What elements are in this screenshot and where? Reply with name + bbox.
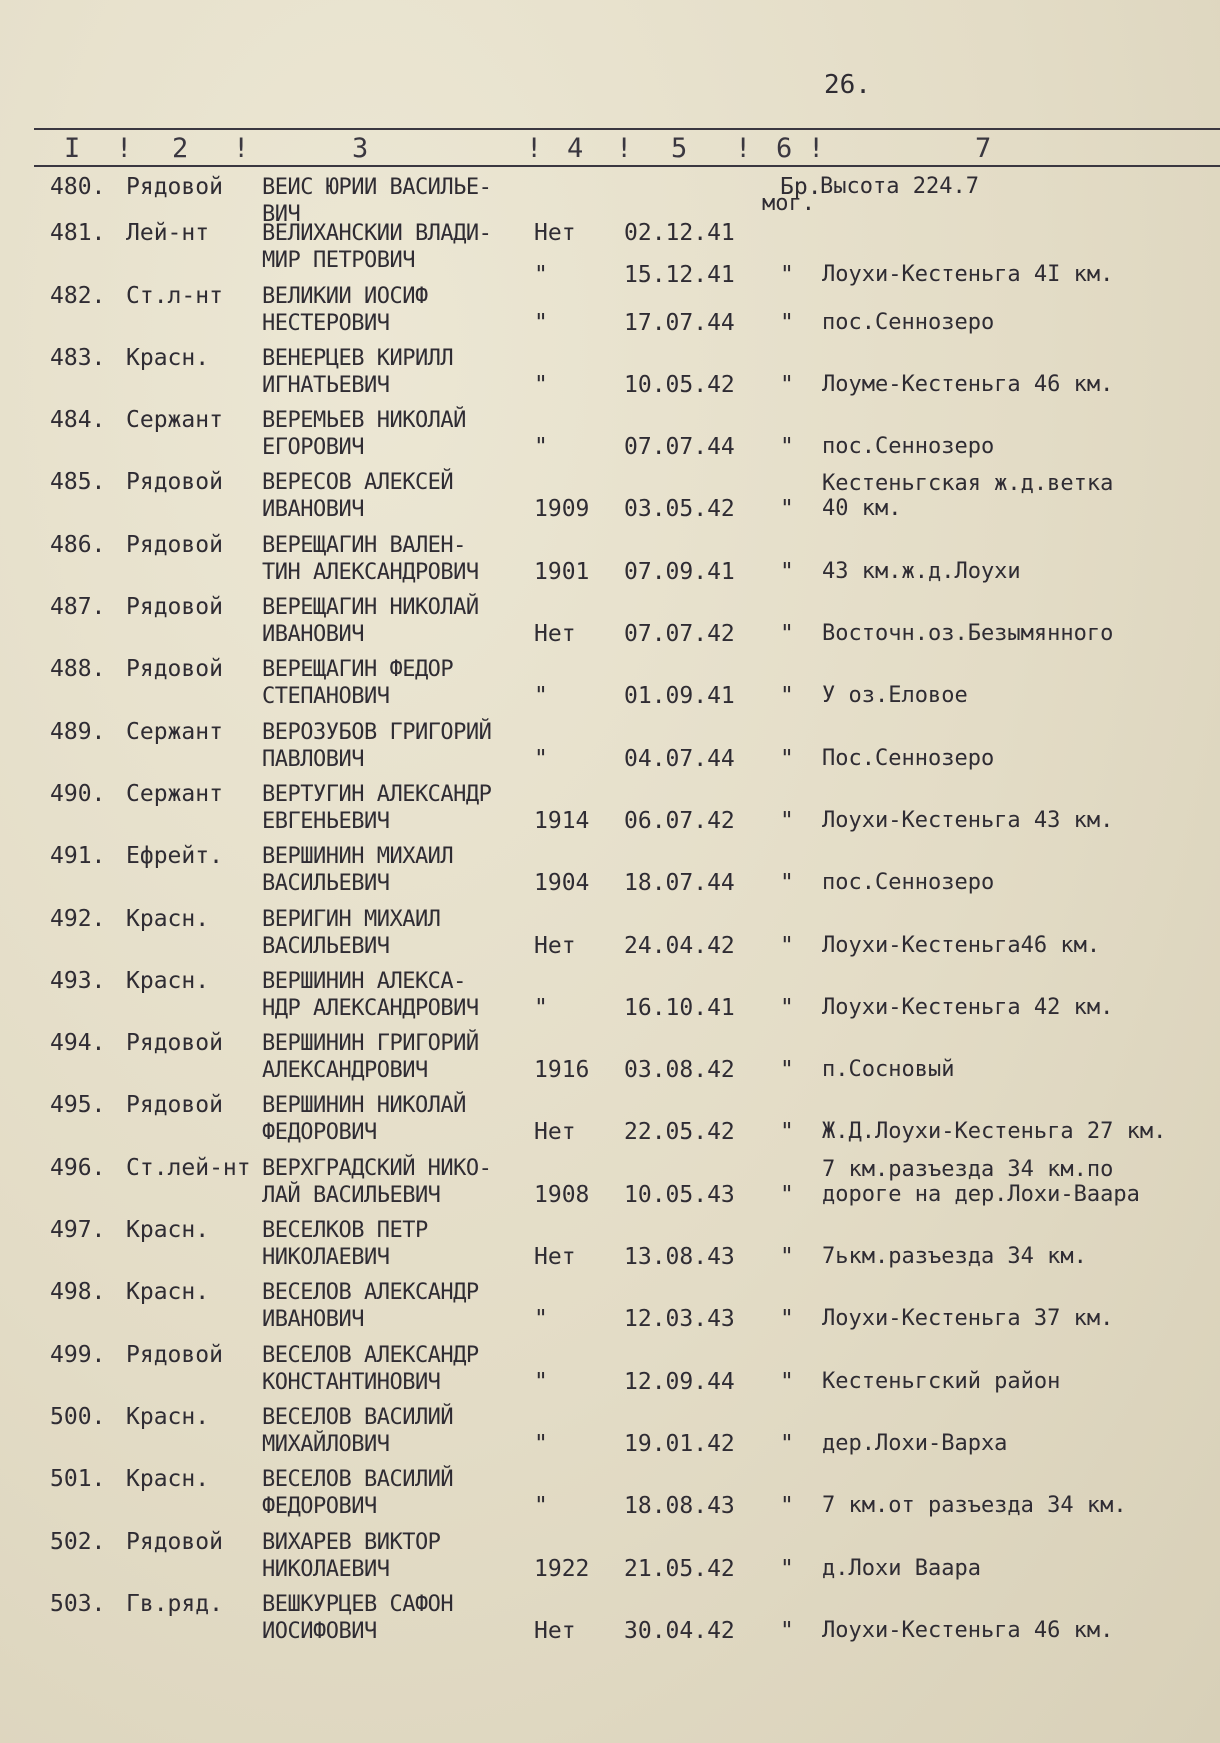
- record-death-date: 24.04.42: [624, 932, 735, 959]
- record-rank: Рядовой: [126, 174, 223, 200]
- record-burial-type: ": [780, 1057, 794, 1084]
- table-row: [0, 1213, 1220, 1275]
- record-rank: Рядовой: [126, 1030, 223, 1057]
- record-burial-type: Бр.: [780, 174, 822, 200]
- record-name-line2: ПАВЛОВИЧ: [262, 746, 364, 772]
- record-place-line2: 7ькм.разъезда 34 км.: [822, 1244, 1087, 1270]
- record-number: 497.: [50, 1217, 106, 1244]
- record-place-line2: 7 км.от разъезда 34 км.: [822, 1493, 1127, 1519]
- record-death-date: 13.08.43: [624, 1244, 735, 1271]
- table-row: [0, 1026, 1220, 1088]
- column-separator: !: [616, 133, 633, 164]
- record-place-line2: Лоухи-Кестеньга 46 км.: [822, 1617, 1114, 1643]
- record-rank: Ст.л-нт: [126, 282, 223, 309]
- record-rank: Рядовой: [126, 469, 223, 496]
- record-place-line2: мог.: [762, 191, 815, 216]
- record-rank: Ст.лей-нт: [126, 1154, 251, 1181]
- record-number: 486.: [50, 531, 106, 558]
- records-list: [0, 170, 1220, 1649]
- table-row: [0, 777, 1220, 839]
- record-birth-year: 1914: [534, 807, 590, 834]
- record-death-date: 17.07.44: [624, 309, 735, 336]
- record-number: 502.: [50, 1528, 106, 1555]
- record-rank: Рядовой: [126, 1341, 223, 1368]
- record-number: 499.: [50, 1341, 106, 1368]
- record-burial-type: ": [780, 496, 794, 523]
- record-place-line1: Высота 224.7: [820, 174, 979, 199]
- table-row: [0, 528, 1220, 590]
- record-name-line2: ФЕДОРОВИЧ: [262, 1120, 377, 1146]
- record-name-line1: ВИХАРЕВ ВИКТОР: [262, 1529, 441, 1555]
- record-rank: Красн.: [126, 1403, 210, 1430]
- record-burial-type: ": [780, 558, 794, 585]
- record-place-line2: Лоухи-Кестеньга 37 км.: [822, 1306, 1114, 1332]
- record-burial-type: ": [780, 745, 794, 772]
- column-header-5: 5: [671, 133, 688, 164]
- record-place-line2: дер.Лохи-Варха: [822, 1430, 1008, 1456]
- record-rank: Рядовой: [126, 1092, 223, 1119]
- column-header-row: [0, 133, 1220, 163]
- record-death-date: 19.01.42: [624, 1430, 735, 1457]
- record-place-line2: п.Сосновый: [822, 1057, 955, 1083]
- record-rank: Гв.ряд.: [126, 1590, 223, 1617]
- record-place-line2: Кестеньгский район: [822, 1368, 1061, 1394]
- record-number: 487.: [50, 594, 106, 621]
- record-rank: Красн.: [126, 1217, 210, 1244]
- record-rank: Рядовой: [126, 531, 223, 558]
- record-name-line1: ВЕРШИНИН МИХАИЛ: [262, 844, 454, 870]
- record-birth-year: ": [534, 371, 548, 398]
- record-rank: Ефрейт.: [126, 843, 223, 870]
- record-number: 496.: [50, 1154, 106, 1181]
- record-death-date: 07.09.41: [624, 558, 735, 585]
- record-number: 481.: [50, 220, 106, 247]
- record-number: 490.: [50, 780, 106, 807]
- record-name-line1: ВЕИС ЮРИИ ВАСИЛЬЕ-: [262, 175, 492, 200]
- record-number: 483.: [50, 344, 106, 371]
- record-name-line2: ИВАНОВИЧ: [262, 622, 364, 648]
- record-name-line1: ВЕНЕРЦЕВ КИРИЛЛ: [262, 345, 454, 371]
- record-birth-year: Нет: [534, 621, 576, 648]
- record-name-line1: ВЕРЕЩАГИН ВАЛЕН-: [262, 532, 466, 558]
- record-rank: Сержант: [126, 718, 223, 745]
- record-name-line1: ВЕСЕЛОВ ВАСИЛИЙ: [262, 1404, 454, 1430]
- column-header-3: 3: [352, 133, 369, 164]
- record-burial-type: ": [780, 1306, 794, 1333]
- record-place-line2: Пос.Сеннозеро: [822, 745, 995, 771]
- record-name-line1: ВЕРОЗУБОВ ГРИГОРИЙ: [262, 719, 492, 745]
- record-death-date: 04.07.44: [624, 745, 735, 772]
- record-place-line2: У оз.Еловое: [822, 683, 968, 709]
- record-name-line1: ВЕРЕСОВ АЛЕКСЕЙ: [262, 470, 454, 496]
- record-burial-type: ": [780, 371, 794, 398]
- record-number: 491.: [50, 843, 106, 870]
- record-death-date: 03.05.42: [624, 496, 735, 523]
- record-number: 488.: [50, 656, 106, 683]
- record-burial-type: ": [780, 1119, 794, 1146]
- record-birth-year: ": [534, 434, 548, 461]
- record-place-line1: Кестеньгская ж.д.ветка: [822, 471, 1114, 497]
- record-rank: Красн.: [126, 967, 210, 994]
- record-number: 480.: [50, 174, 106, 200]
- record-name-line1: ВЕРХГРАДСКИЙ НИКО-: [262, 1155, 492, 1181]
- record-name-line2: ИВАНОВИЧ: [262, 497, 364, 523]
- record-birth-year: Нет: [534, 220, 576, 247]
- record-birth-year: ": [534, 1430, 548, 1457]
- record-death-date: 16.10.41: [624, 994, 735, 1021]
- record-number: 494.: [50, 1030, 106, 1057]
- record-number: 489.: [50, 718, 106, 745]
- record-death-date: 06.07.42: [624, 807, 735, 834]
- table-row: [0, 839, 1220, 901]
- record-birth-year: 1916: [534, 1057, 590, 1084]
- column-separator: !: [233, 133, 250, 164]
- column-header-7: 7: [975, 133, 992, 164]
- record-death-date: 12.03.43: [624, 1306, 735, 1333]
- record-death-date: 07.07.42: [624, 621, 735, 648]
- record-birth-year: 1908: [534, 1181, 590, 1208]
- column-separator: !: [116, 133, 133, 164]
- record-burial-type: ": [780, 1617, 794, 1644]
- record-birth-year: ": [534, 745, 548, 772]
- record-birth-year: ": [534, 261, 548, 288]
- record-name-line1: ВЕЛИХАНСКИИ ВЛАДИ-: [262, 221, 492, 247]
- record-birth-year: ": [534, 1306, 548, 1333]
- record-death-date: 03.08.42: [624, 1057, 735, 1084]
- record-burial-type: ": [780, 1244, 794, 1271]
- record-death-date: 10.05.43: [624, 1181, 735, 1208]
- record-death-date: 18.07.44: [624, 870, 735, 897]
- record-death-date: 02.12.41: [624, 220, 735, 247]
- record-name-line2: АЛЕКСАНДРОВИЧ: [262, 1058, 428, 1084]
- record-birth-year: ": [534, 309, 548, 336]
- record-rank: Красн.: [126, 905, 210, 932]
- record-rank: Красн.: [126, 1466, 210, 1493]
- table-row: [0, 465, 1220, 527]
- record-name-line2: КОНСТАНТИНОВИЧ: [262, 1369, 441, 1395]
- record-name-line2: ВАСИЛЬЕВИЧ: [262, 933, 390, 959]
- record-rank: Красн.: [126, 1279, 210, 1306]
- record-place-line2: пос.Сеннозеро: [822, 870, 995, 896]
- record-death-date: 18.08.43: [624, 1493, 735, 1520]
- record-birth-year: 1909: [534, 496, 590, 523]
- record-death-date: 07.07.44: [624, 434, 735, 461]
- record-name-line2: ФЕДОРОВИЧ: [262, 1494, 377, 1520]
- record-birth-year: 1904: [534, 870, 590, 897]
- record-name-line1: ВЕШКУРЦЕВ САФОН: [262, 1591, 454, 1617]
- record-rank: Рядовой: [126, 1528, 223, 1555]
- record-name-line1: ВЕЛИКИИ ИОСИФ: [262, 283, 428, 309]
- record-place-line2: Ж.Д.Лоухи-Кестеньга 27 км.: [822, 1119, 1167, 1145]
- column-separator: !: [735, 133, 752, 164]
- record-rank: Лей-нт: [126, 220, 210, 247]
- record-name-line1: ВЕРЕМЬЕВ НИКОЛАЙ: [262, 408, 466, 434]
- table-row: [0, 1525, 1220, 1587]
- record-name-line2: ВИЧ: [262, 202, 301, 227]
- record-birth-year: Нет: [534, 932, 576, 959]
- record-birth-year: 1922: [534, 1555, 590, 1582]
- record-name-line2: ИВАНОВИЧ: [262, 1307, 364, 1333]
- table-row: [0, 1587, 1220, 1649]
- record-burial-type: ": [780, 807, 794, 834]
- record-name-line1: ВЕСЕЛОВ АЛЕКСАНДР: [262, 1342, 479, 1368]
- record-number: 484.: [50, 407, 106, 434]
- record-death-date: 21.05.42: [624, 1555, 735, 1582]
- table-row: [0, 1088, 1220, 1150]
- record-name-line2: ЕВГЕНЬЕВИЧ: [262, 808, 390, 834]
- record-place-line2: пос.Сеннозеро: [822, 309, 995, 335]
- record-rank: Сержант: [126, 780, 223, 807]
- record-burial-type: ": [780, 621, 794, 648]
- record-number: 498.: [50, 1279, 106, 1306]
- record-name-line2: ЕГОРОВИЧ: [262, 435, 364, 461]
- record-death-date: 01.09.41: [624, 683, 735, 710]
- record-birth-year: ": [534, 1493, 548, 1520]
- header-top-rule: [34, 128, 1220, 130]
- record-name-line1: ВЕРТУГИН АЛЕКСАНДР: [262, 781, 492, 807]
- record-birth-year: Нет: [534, 1617, 576, 1644]
- record-burial-type: ": [780, 261, 794, 288]
- table-row: [0, 231, 1220, 288]
- table-row: [0, 1338, 1220, 1400]
- record-name-line2: СТЕПАНОВИЧ: [262, 684, 390, 710]
- record-place-line2: Лоухи-Кестеньга 42 км.: [822, 994, 1114, 1020]
- record-name-line1: ВЕРШИНИН АЛЕКСА-: [262, 968, 466, 994]
- record-name-line2: НИКОЛАЕВИЧ: [262, 1245, 390, 1271]
- record-burial-type: ": [780, 683, 794, 710]
- table-row: [0, 1462, 1220, 1524]
- record-birth-year: Нет: [534, 1119, 576, 1146]
- record-rank: Рядовой: [126, 656, 223, 683]
- record-birth-year: 1901: [534, 558, 590, 585]
- record-place-line2: Лоухи-Кестеньга46 км.: [822, 932, 1101, 958]
- record-burial-type: ": [780, 1493, 794, 1520]
- record-birth-year: ": [534, 683, 548, 710]
- table-row: [0, 902, 1220, 964]
- record-name-line2: НИКОЛАЕВИЧ: [262, 1556, 390, 1582]
- table-row: [0, 1151, 1220, 1213]
- record-burial-type: ": [780, 1555, 794, 1582]
- record-number: 500.: [50, 1403, 106, 1430]
- record-death-date: 12.09.44: [624, 1368, 735, 1395]
- table-row: [0, 652, 1220, 714]
- table-row: [0, 1275, 1220, 1337]
- record-rank: Сержант: [126, 407, 223, 434]
- table-row: [0, 403, 1220, 465]
- record-name-line1: ВЕРЕЩАГИН НИКОЛАЙ: [262, 595, 479, 621]
- record-number: 493.: [50, 967, 106, 994]
- column-header-4: 4: [567, 133, 584, 164]
- record-name-line2: ИГНАТЬЕВИЧ: [262, 372, 390, 398]
- table-row: [0, 715, 1220, 777]
- record-place-line2: д.Лохи Ваара: [822, 1555, 981, 1581]
- record-name-line1: ВЕСЕЛКОВ ПЕТР: [262, 1218, 428, 1244]
- record-name-line1: ВЕРШИНИН ГРИГОРИЙ: [262, 1031, 479, 1057]
- table-row: [0, 964, 1220, 1026]
- record-name-line1: ВЕРШИНИН НИКОЛАЙ: [262, 1093, 466, 1119]
- record-birth-year: Нет: [534, 1244, 576, 1271]
- record-burial-type: ": [780, 1181, 794, 1208]
- table-row: [0, 590, 1220, 652]
- record-place-line2: 40 км.: [822, 496, 902, 522]
- table-row: [0, 341, 1220, 403]
- header-bottom-rule: [34, 165, 1220, 167]
- record-name-line2: НДР АЛЕКСАНДРОВИЧ: [262, 995, 479, 1021]
- record-name-line2: ИОСИФОВИЧ: [262, 1618, 377, 1644]
- record-number: 492.: [50, 905, 106, 932]
- record-death-date: 15.12.41: [624, 261, 735, 288]
- record-place-line1: 7 км.разъезда 34 км.по: [822, 1156, 1114, 1182]
- record-number: 501.: [50, 1466, 106, 1493]
- record-name-line1: ВЕСЕЛОВ ВАСИЛИЙ: [262, 1467, 454, 1493]
- record-birth-year: ": [534, 1368, 548, 1395]
- record-name-line2: ТИН АЛЕКСАНДРОВИЧ: [262, 559, 479, 585]
- record-name-line1: ВЕРИГИН МИХАИЛ: [262, 906, 441, 932]
- column-header-2: 2: [172, 133, 189, 164]
- record-burial-type: ": [780, 309, 794, 336]
- column-separator: !: [526, 133, 543, 164]
- record-name-line2: ЛАЙ ВАСИЛЬЕВИЧ: [262, 1182, 441, 1208]
- record-death-date: 30.04.42: [624, 1617, 735, 1644]
- record-place-line2: 43 км.ж.д.Лоухи: [822, 558, 1021, 584]
- record-burial-type: ": [780, 1430, 794, 1457]
- record-number: 495.: [50, 1092, 106, 1119]
- record-birth-year: ": [534, 994, 548, 1021]
- column-separator: !: [808, 133, 825, 164]
- record-place-line2: Лоухи-Кестеньга 43 км.: [822, 807, 1114, 833]
- record-burial-type: ": [780, 994, 794, 1021]
- record-name-line2: МИР ПЕТРОВИЧ: [262, 248, 415, 274]
- record-burial-type: ": [780, 1368, 794, 1395]
- table-row: [0, 1400, 1220, 1462]
- record-burial-type: ": [780, 932, 794, 959]
- record-name-line2: ВАСИЛЬЕВИЧ: [262, 871, 390, 897]
- record-death-date: 22.05.42: [624, 1119, 735, 1146]
- record-number: 503.: [50, 1590, 106, 1617]
- record-rank: Красн.: [126, 344, 210, 371]
- record-name-line2: МИХАЙЛОВИЧ: [262, 1431, 390, 1457]
- record-burial-type: ": [780, 870, 794, 897]
- record-name-line1: ВЕСЕЛОВ АЛЕКСАНДР: [262, 1280, 479, 1306]
- record-place-line2: дороге на дер.Лохи-Ваара: [822, 1181, 1140, 1207]
- record-place-line2: Лоухи-Кестеньга 4I км.: [822, 261, 1114, 287]
- record-place-line2: Лоуме-Кестеньга 46 км.: [822, 371, 1114, 397]
- record-number: 485.: [50, 469, 106, 496]
- record-name-line2: НЕСТЕРОВИЧ: [262, 310, 390, 336]
- record-death-date: 10.05.42: [624, 371, 735, 398]
- record-place-line2: Восточн.оз.Безымянного: [822, 621, 1114, 647]
- page-number: 26.: [824, 70, 871, 100]
- record-name-line1: ВЕРЕЩАГИН ФЕДОР: [262, 657, 454, 683]
- record-burial-type: ": [780, 434, 794, 461]
- table-row: [0, 279, 1220, 341]
- record-number: 482.: [50, 282, 106, 309]
- column-header-1: I: [64, 133, 81, 164]
- record-rank: Рядовой: [126, 594, 223, 621]
- record-place-line2: пос.Сеннозеро: [822, 434, 995, 460]
- column-header-6: 6: [776, 133, 793, 164]
